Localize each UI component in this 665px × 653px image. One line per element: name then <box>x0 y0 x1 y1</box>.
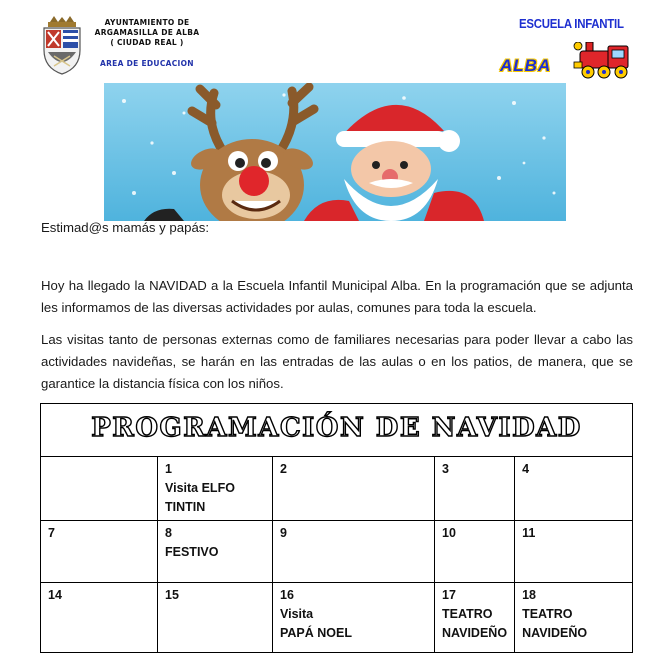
municipal-crest-icon <box>42 16 82 76</box>
calendar-day-cell <box>158 457 273 521</box>
day-number: 4 <box>522 462 530 476</box>
ayuntamiento-heading <box>88 18 206 48</box>
reindeer-santa-illustration <box>104 83 566 221</box>
day-number: 11 <box>522 526 536 540</box>
calendar-title: PROGRAMACIÓN DE NAVIDAD <box>91 412 582 443</box>
day-number: 15 <box>165 588 179 602</box>
ayuntamiento-line: ( CIUDAD REAL ) <box>110 38 184 47</box>
calendar-day-cell <box>158 521 273 583</box>
calendar-day-cell <box>435 457 515 521</box>
day-number: 18 <box>522 588 536 602</box>
day-number: 17 <box>442 588 456 602</box>
calendar-week-row <box>41 521 633 583</box>
calendar-week-row <box>41 457 633 521</box>
school-logo-title: ESCUELA INFANTIL <box>519 16 624 31</box>
day-number: 10 <box>442 526 456 540</box>
calendar-day-cell <box>41 521 158 583</box>
school-logo-name: ALBA <box>500 56 552 75</box>
ayuntamiento-line: ARGAMASILLA DE ALBA <box>94 28 200 37</box>
day-event: TEATRO <box>442 607 493 621</box>
calendar-day-cell <box>273 457 435 521</box>
day-event: PAPÁ NOEL <box>280 626 352 640</box>
calendar-day-cell <box>158 583 273 653</box>
day-number: 2 <box>280 462 287 476</box>
calendar-day-cell <box>41 457 158 521</box>
calendar-day-cell <box>41 583 158 653</box>
calendar-day-cell <box>515 521 633 583</box>
day-event: Visita ELFO <box>165 481 235 495</box>
day-event: FESTIVO <box>165 545 219 559</box>
letter-greeting: Estimad@s mamás y papás: <box>41 220 210 235</box>
calendar-day-cell <box>515 583 633 653</box>
letter-paragraph-visits: Las visitas tanto de personas externas como de familiares necesarias para poder llevar a cabo las actividades navideñas, se harán en las entradas de las aulas o en los patios, de manera, que se garantice la distancia física con los niños. <box>41 332 633 391</box>
letter-paragraph-intro: Hoy ha llegado la NAVIDAD a la Escuela Infantil Municipal Alba. En la programación que se adjunta les informamos de las diversas actividades por aulas, comunes para toda la escuela. <box>41 278 633 315</box>
calendar-day-cell <box>273 521 435 583</box>
toy-train-icon <box>572 42 634 80</box>
christmas-calendar-table <box>40 403 633 653</box>
day-number: 14 <box>48 588 62 602</box>
day-number: 16 <box>280 588 294 602</box>
calendar-day-cell <box>515 457 633 521</box>
day-number: 1 <box>165 462 172 476</box>
day-number: 7 <box>48 526 55 540</box>
calendar-week-row <box>41 583 633 653</box>
calendar-day-cell <box>273 583 435 653</box>
day-event: TINTIN <box>165 500 206 514</box>
day-event: Visita <box>280 607 314 621</box>
day-number: 3 <box>442 462 449 476</box>
calendar-title-cell <box>41 404 633 457</box>
day-event: TEATRO <box>522 607 573 621</box>
day-number: 8 <box>165 526 172 540</box>
calendar-day-cell <box>435 521 515 583</box>
day-number: 9 <box>280 526 287 540</box>
calendar-day-cell <box>435 583 515 653</box>
day-event: NAVIDEÑO <box>522 626 588 640</box>
day-event: NAVIDEÑO <box>442 626 508 640</box>
ayuntamiento-line: AYUNTAMIENTO DE <box>104 18 190 27</box>
area-label: AREA DE EDUCACION <box>100 59 194 68</box>
